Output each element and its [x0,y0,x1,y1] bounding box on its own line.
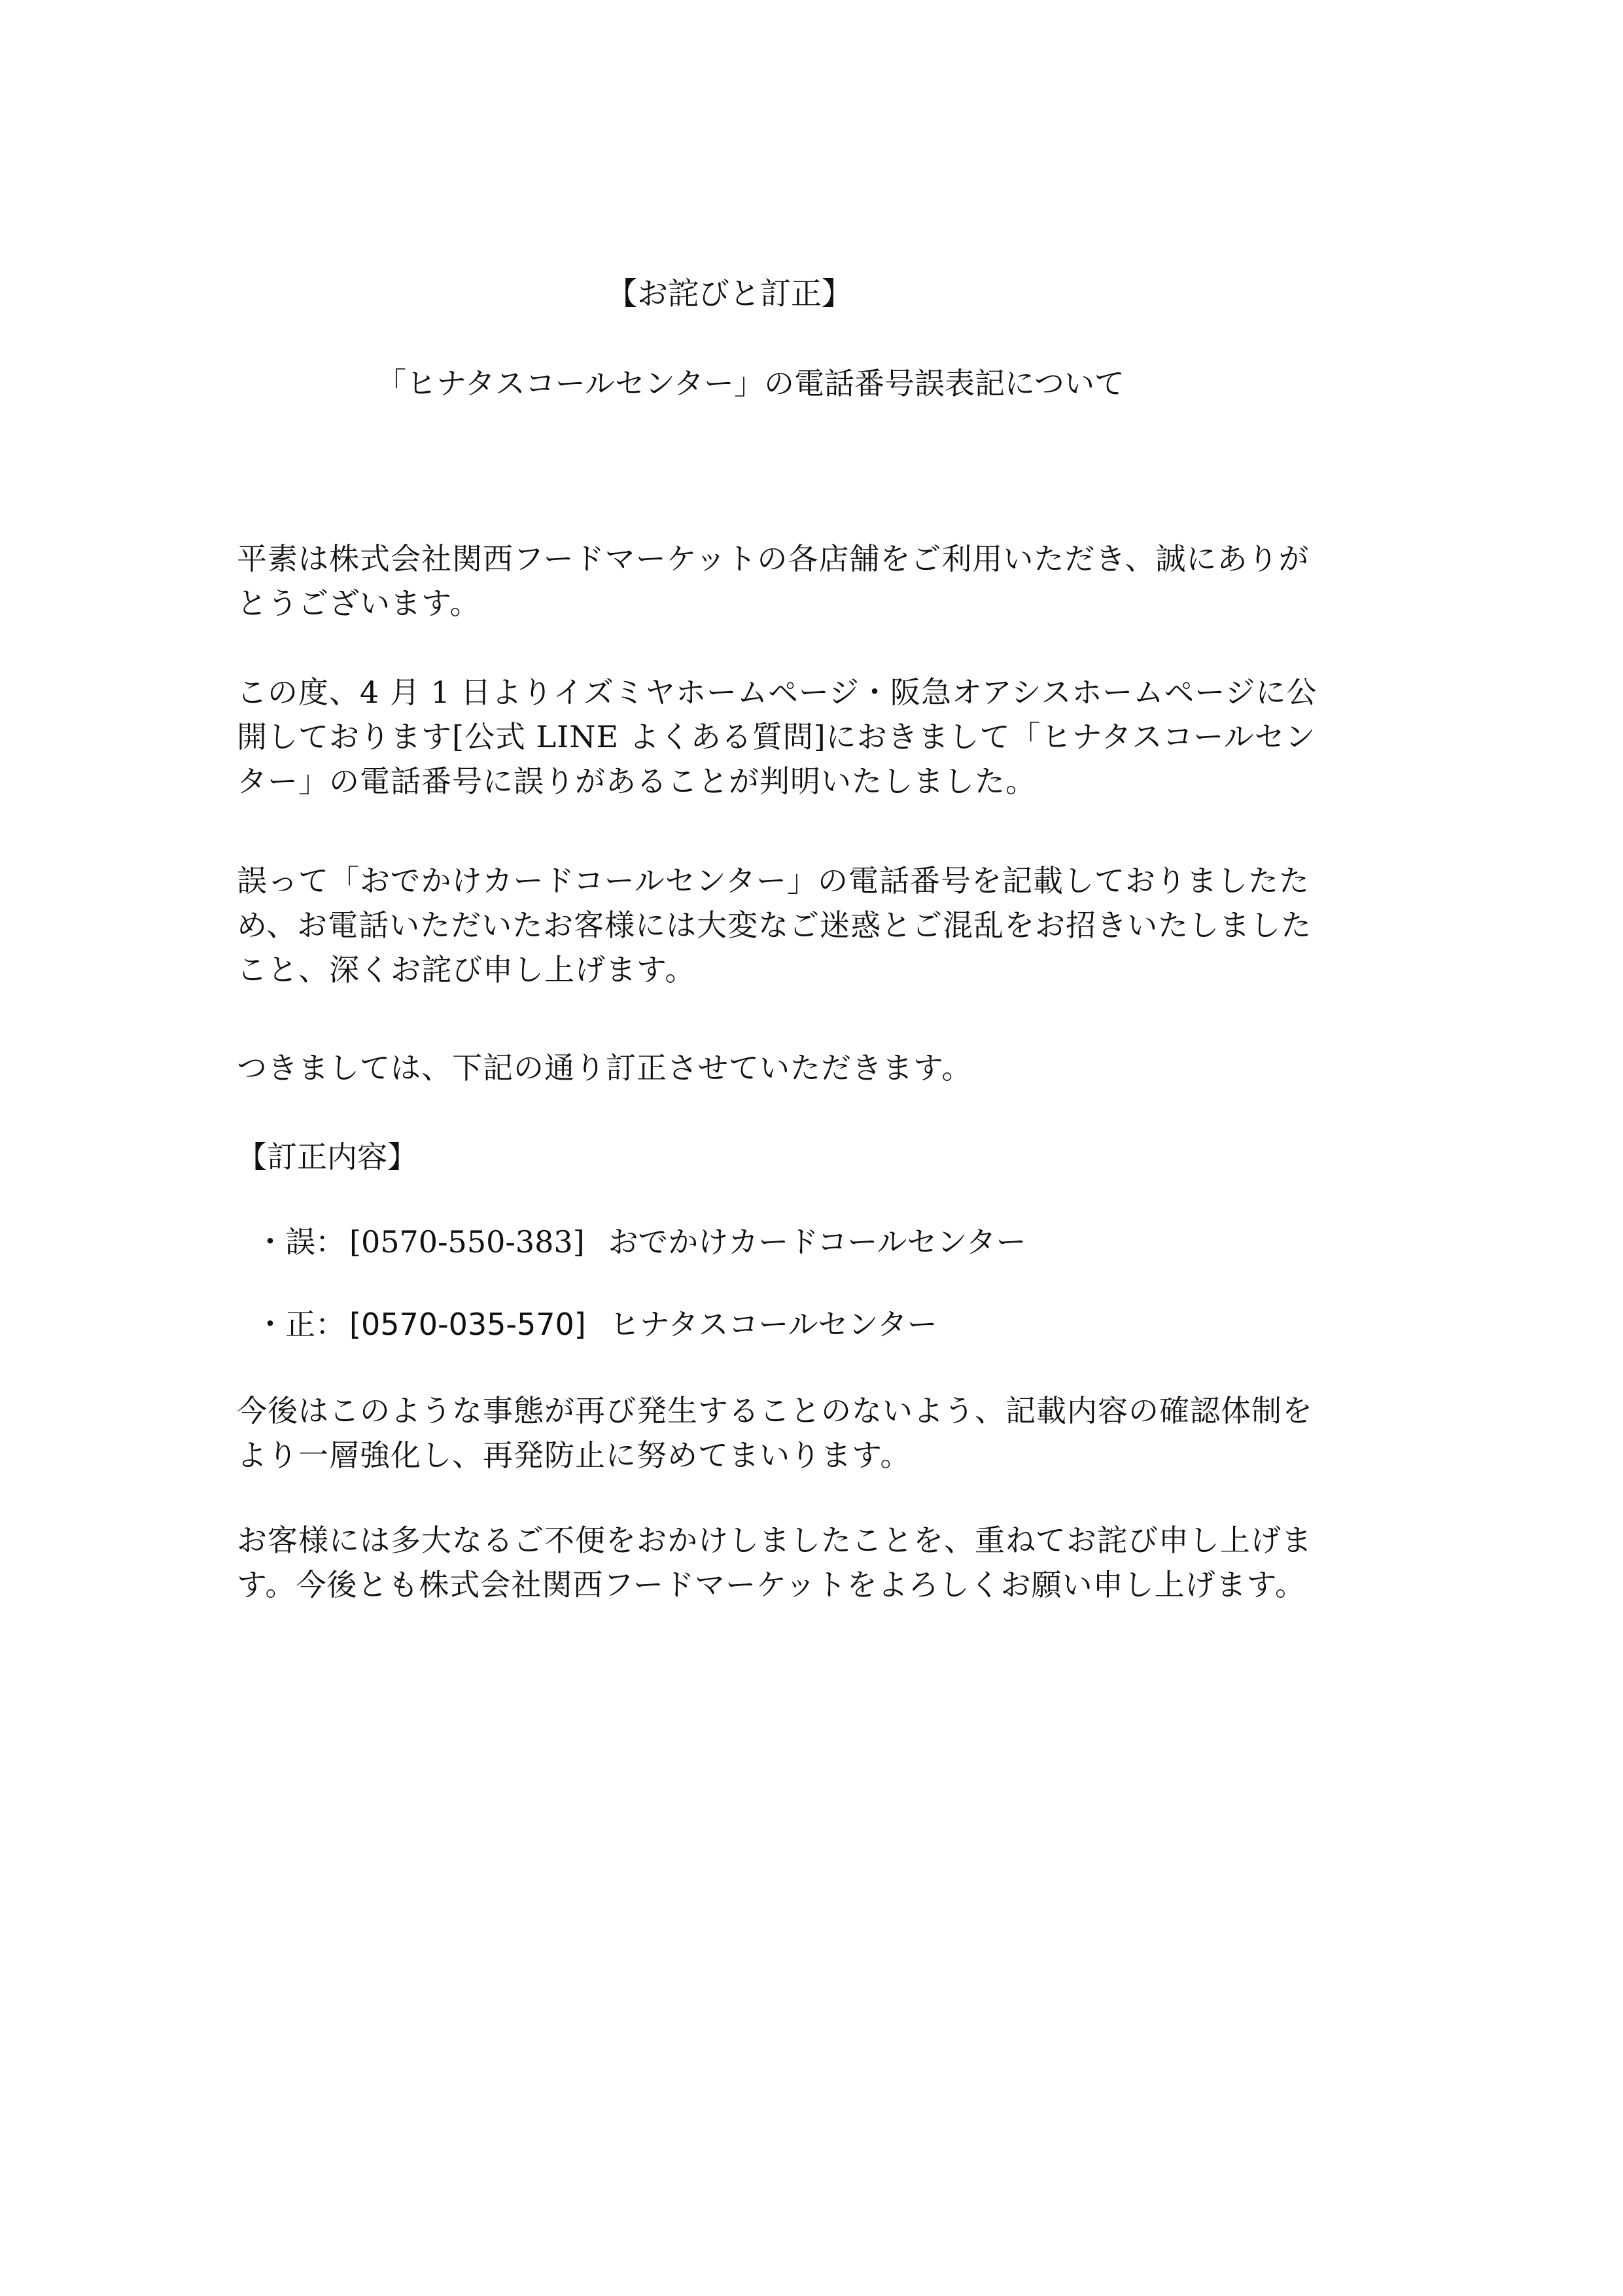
greeting-paragraph [237,537,1401,626]
paragraph-line: とうございます。 [237,586,481,621]
prevention-paragraph [237,1388,1401,1477]
paragraph-line: より一層強化し、再発防止に努めてまいります。 [237,1438,911,1473]
paragraph-line: つきましては、下記の通り訂正させていただきます。 [237,1050,973,1086]
wrong-number-item [255,1220,1026,1264]
paragraph-line: 今後はこのような事態が再び発生することのないよう、記載内容の確認体制を [237,1393,1313,1428]
correct-center-name: ヒナタスコールセンター [609,1307,937,1342]
wrong-phone-number: [0570-550-383] [349,1224,585,1260]
document-subtitle: 「ヒナタスコールセンター」の電話番号誤表記について [376,366,1125,401]
wrong-marker: ・誤： [255,1224,345,1260]
correction-intro-paragraph [237,1046,1401,1090]
paragraph-line: 平素は株式会社関西フードマーケットの各店舗をご利用いただき、誠にありが [237,541,1310,576]
correct-number-item [255,1302,937,1347]
paragraph-line: ター」の電話番号に誤りがあることが判明いたしました。 [237,764,1036,799]
incident-paragraph [237,670,1401,804]
correct-phone-number: [0570-035-570] [349,1307,586,1342]
apology-paragraph [237,858,1401,992]
paragraph-line: こと、深くお詫び申し上げます。 [237,952,696,987]
paragraph-line: 誤って「おでかけカードコールセンター」の電話番号を記載しておりましたた [237,863,1310,898]
paragraph-line: 開しております[公式 LINE よくある質問]におきまして「ヒナタスコールセン [237,719,1316,754]
closing-paragraph [237,1518,1401,1607]
paragraph-line: お客様には多大なるご不便をおかけしましたことを、重ねてお詫び申し上げま [237,1523,1312,1558]
correction-heading: 【訂正内容】 [237,1139,417,1174]
paragraph-line: この度、4 月 1 日よりイズミヤホームページ・阪急オアシスホームページに公 [237,675,1318,710]
correct-marker: ・正： [255,1307,345,1342]
paragraph-line: す。今後とも株式会社関西フードマーケットをよろしくお願い申し上げます。 [237,1567,1306,1602]
wrong-center-name: おでかけカードコールセンター [608,1224,1026,1260]
paragraph-line: め、お電話いただいたお客様には大変なご迷惑とご混乱をお招きいたしました [237,908,1312,943]
document-title: 【お詫びと訂正】 [606,276,852,312]
